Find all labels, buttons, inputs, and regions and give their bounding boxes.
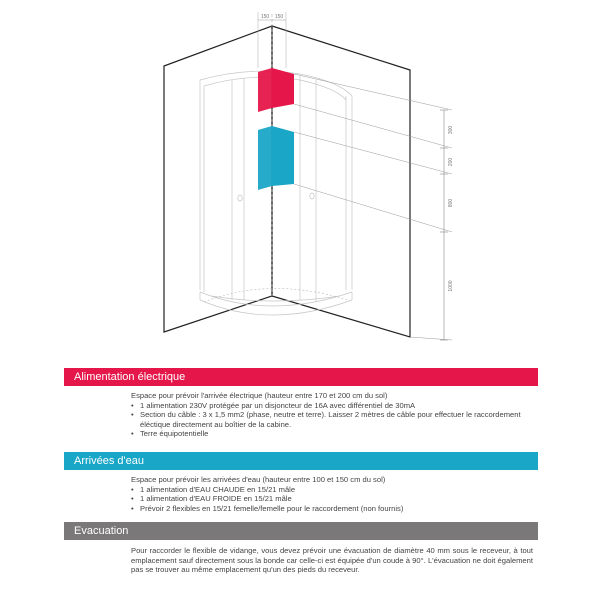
list-item: • Terre équipotentielle	[131, 429, 209, 439]
electric-section-header: Alimentation électrique	[64, 368, 538, 386]
electrical-zone	[258, 68, 272, 112]
water-section-header: Arrivées d'eau	[64, 452, 538, 470]
electric-intro: Espace pour prévoir l'arrivée électrique (hauteur entre 170 et 200 cm du sol)	[131, 391, 388, 400]
list-item: • 1 alimentation 230V protégée par un disjoncteur de 16A avec différentiel de 30mA	[131, 400, 416, 410]
dim-800: 800	[448, 198, 454, 208]
top-dim-right: 150	[274, 14, 284, 20]
extension-lines	[294, 74, 452, 340]
list-item: • Prévoir 2 flexibles en 15/21 femelle/femelle pour le raccordement (non fournis)	[131, 503, 404, 513]
water-section-body	[131, 475, 533, 513]
evacuation-text: Pour raccorder le flexible de vidange, vous devez prévoir une évacuation de diamètre 40 mm sous le receveur, à tout emplacement sauf directement sous la bonde car celle-ci est équipée d'un coude à 90°. L'évacuation ne doit également pas se trouver au même emplacement qu'un des pieds du receveur.	[131, 546, 533, 575]
electric-list	[131, 401, 533, 439]
water-zone	[258, 126, 272, 190]
water-intro: Espace pour prévoir les arrivées d'eau (hauteur entre 100 et 150 cm du sol)	[131, 475, 386, 484]
dim-1000: 1000	[448, 280, 454, 292]
top-dim-left: 150	[260, 14, 270, 20]
side-dimension	[440, 110, 454, 340]
electrical-zone-right	[272, 68, 294, 108]
dim-300: 300	[448, 125, 454, 135]
water-list	[131, 485, 533, 514]
list-item: • 1 alimentation d'EAU FROIDE en 15/21 mâle	[131, 494, 292, 504]
shower-cabin	[200, 71, 352, 315]
water-zone-right	[272, 126, 294, 186]
dim-200: 200	[448, 157, 454, 167]
list-item: • Section du câble : 3 x 1,5 mm2 (phase, neutre et terre). Laisser 2 mètres de câble pour effectuer le raccordement éléctique directement au boîtier de la cabine.	[131, 410, 521, 429]
evacuation-section-body	[131, 546, 533, 575]
list-item: • 1 alimentation d'EAU CHAUDE en 15/21 mâle	[131, 484, 296, 494]
electric-section-body	[131, 391, 533, 439]
left-wall	[164, 26, 272, 332]
evacuation-section-header: Evacuation	[64, 522, 538, 540]
